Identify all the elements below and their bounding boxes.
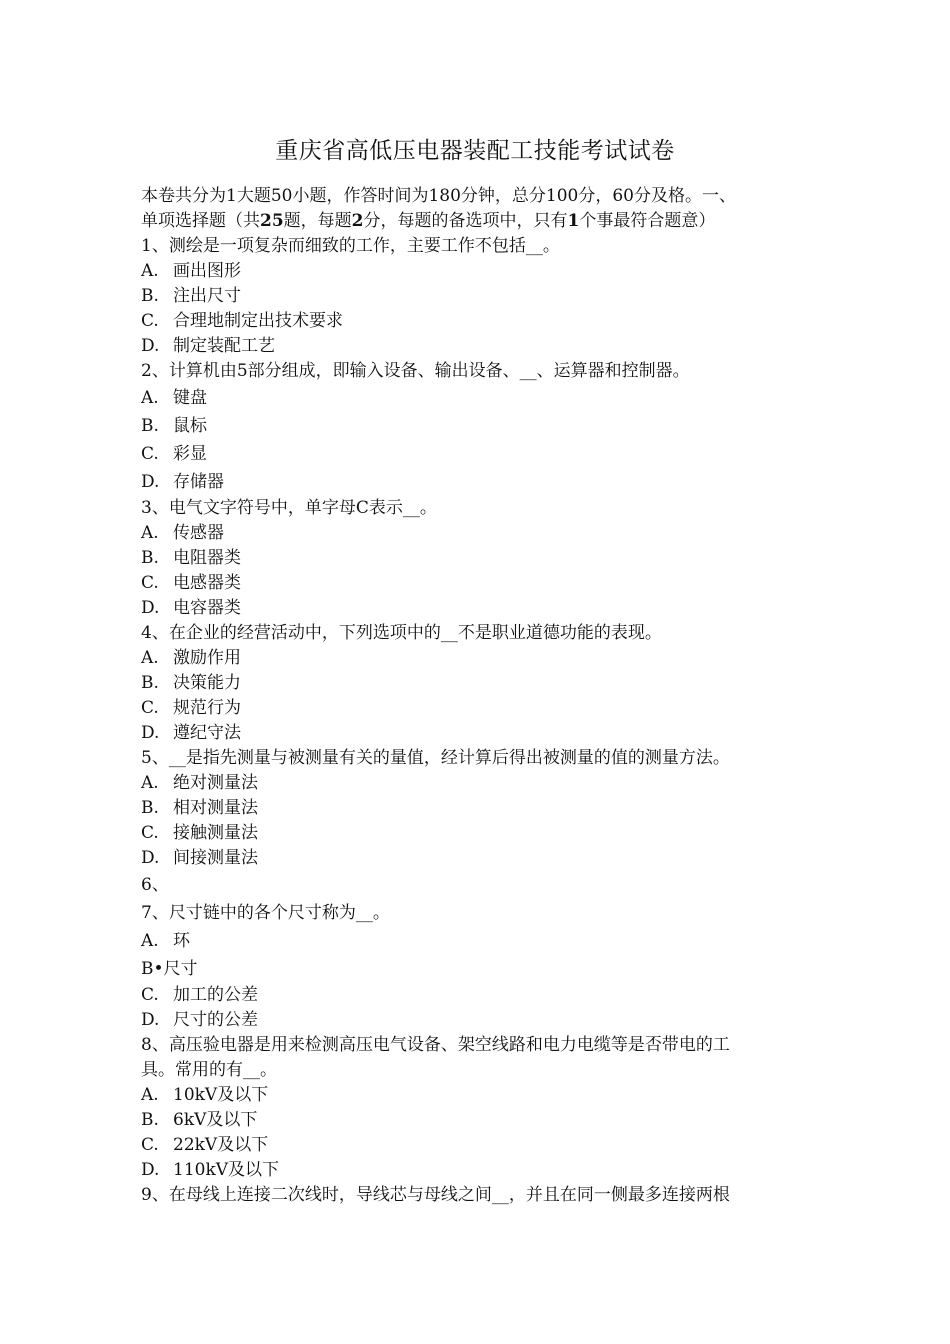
option-text: 相对测量法 xyxy=(173,798,258,818)
option-item xyxy=(141,384,821,412)
option-letter: C. xyxy=(141,573,159,593)
intro-line-1: 本卷共分为1大题50小题，作答时间为180分钟，总分100分，60分及格。一、 xyxy=(141,186,736,206)
option-item xyxy=(141,1133,821,1158)
option-item xyxy=(141,259,821,284)
option-letter: D. xyxy=(141,848,160,868)
question-stem: 1、测绘是一项复杂而细致的工作，主要工作不包括__。 xyxy=(141,236,560,256)
option-item xyxy=(141,334,821,359)
option-letter: A. xyxy=(141,931,159,951)
question-stem: 9、在母线上连接二次线时，导线芯与母线之间__，并且在同一侧最多连接两根 xyxy=(141,1185,730,1205)
option-letter: A. xyxy=(141,388,159,408)
option-item xyxy=(141,721,821,746)
option-item xyxy=(141,309,821,334)
question-stem: 2、计算机由5部分组成，即输入设备、输出设备、__、运算器和控制器。 xyxy=(141,361,690,381)
option-text: 合理地制定出技术要求 xyxy=(173,311,343,331)
option-item xyxy=(141,521,821,546)
option-letter: A. xyxy=(141,1085,159,1105)
question-stem: 3、电气文字符号中，单字母C表示__。 xyxy=(141,498,437,518)
option-item xyxy=(141,546,821,571)
option-text: 尺寸的公差 xyxy=(173,1010,258,1030)
option-text: 间接测量法 xyxy=(173,848,258,868)
question-stem: 5、__是指先测量与被测量有关的量值，经计算后得出被测量的值的测量方法。 xyxy=(141,748,730,768)
option-text: 环 xyxy=(173,931,190,951)
option-letter: B. xyxy=(141,798,159,818)
option-text: 画出图形 xyxy=(173,261,241,281)
option-item xyxy=(141,412,821,440)
option-item xyxy=(141,571,821,596)
option-item xyxy=(141,927,821,955)
option-text: 电感器类 xyxy=(173,573,241,593)
option-item xyxy=(141,846,821,871)
option-text: 注出尺寸 xyxy=(173,286,241,306)
option-letter: D. xyxy=(141,336,160,356)
option-letter: C. xyxy=(141,1135,159,1155)
option-text: 制定装配工艺 xyxy=(173,336,275,356)
option-text: 决策能力 xyxy=(173,673,241,693)
question-stem-continued: 具。常用的有__。 xyxy=(141,1060,277,1080)
document-body xyxy=(141,184,821,1208)
option-item xyxy=(141,646,821,671)
option-item xyxy=(141,983,821,1008)
option-item xyxy=(141,440,821,468)
option-text: 6kV及以下 xyxy=(173,1110,258,1130)
option-letter: B. xyxy=(141,1110,159,1130)
option-item xyxy=(141,1108,821,1133)
option-item xyxy=(141,696,821,721)
question-stem: 7、尺寸链中的各个尺寸称为__。 xyxy=(141,903,390,923)
option-letter: C. xyxy=(141,311,159,331)
option-text: 接触测量法 xyxy=(173,823,258,843)
option-letter: B. xyxy=(141,286,159,306)
option-letter: B. xyxy=(141,416,159,436)
page-title: 重庆省高低压电器装配工技能考试试卷 xyxy=(275,138,675,164)
option-item xyxy=(141,1008,821,1033)
option-letter: B. xyxy=(141,548,159,568)
option-letter: A. xyxy=(141,261,159,281)
option-item xyxy=(141,796,821,821)
intro-line-2: 单项选择题（共25题，每题2分，每题的备选项中，只有1个事最符合题意） xyxy=(141,211,716,231)
option-item xyxy=(141,771,821,796)
option-item xyxy=(141,1158,821,1183)
option-text: 绝对测量法 xyxy=(173,773,258,793)
option-item xyxy=(141,671,821,696)
option-letter: D. xyxy=(141,723,160,743)
option-item: B•尺寸 xyxy=(141,959,198,979)
option-item xyxy=(141,821,821,846)
option-letter: C. xyxy=(141,823,159,843)
option-text: 110kV及以下 xyxy=(173,1160,280,1180)
option-item xyxy=(141,596,821,621)
option-item xyxy=(141,284,821,309)
question-stem: 4、在企业的经营活动中，下列选项中的__不是职业道德功能的表现。 xyxy=(141,623,662,643)
option-letter: D. xyxy=(141,598,160,618)
option-text: 遵纪守法 xyxy=(173,723,241,743)
option-text: 键盘 xyxy=(173,388,207,408)
option-text: 22kV及以下 xyxy=(173,1135,269,1155)
option-letter: C. xyxy=(141,444,159,464)
option-letter: B. xyxy=(141,673,159,693)
option-text: 电容器类 xyxy=(173,598,241,618)
option-letter: D. xyxy=(141,1160,160,1180)
option-letter: A. xyxy=(141,523,159,543)
question-stem: 8、高压验电器是用来检测高压电气设备、架空线路和电力电缆等是否带电的工 xyxy=(141,1035,730,1055)
option-letter: C. xyxy=(141,698,159,718)
option-text: 电阻器类 xyxy=(173,548,241,568)
option-text: 10kV及以下 xyxy=(173,1085,269,1105)
question-stem: 6、 xyxy=(141,875,169,895)
option-item xyxy=(141,1083,821,1108)
option-text: 加工的公差 xyxy=(173,985,258,1005)
option-letter: D. xyxy=(141,472,160,492)
option-item xyxy=(141,468,821,496)
option-text: 彩显 xyxy=(173,444,207,464)
option-letter: A. xyxy=(141,648,159,668)
option-text: 传感器 xyxy=(173,523,224,543)
option-text: 激励作用 xyxy=(173,648,241,668)
option-letter: C. xyxy=(141,985,159,1005)
option-text: 规范行为 xyxy=(173,698,241,718)
option-text: 存储器 xyxy=(173,472,224,492)
option-letter: A. xyxy=(141,773,159,793)
option-letter: D. xyxy=(141,1010,160,1030)
option-text: 鼠标 xyxy=(173,416,207,436)
